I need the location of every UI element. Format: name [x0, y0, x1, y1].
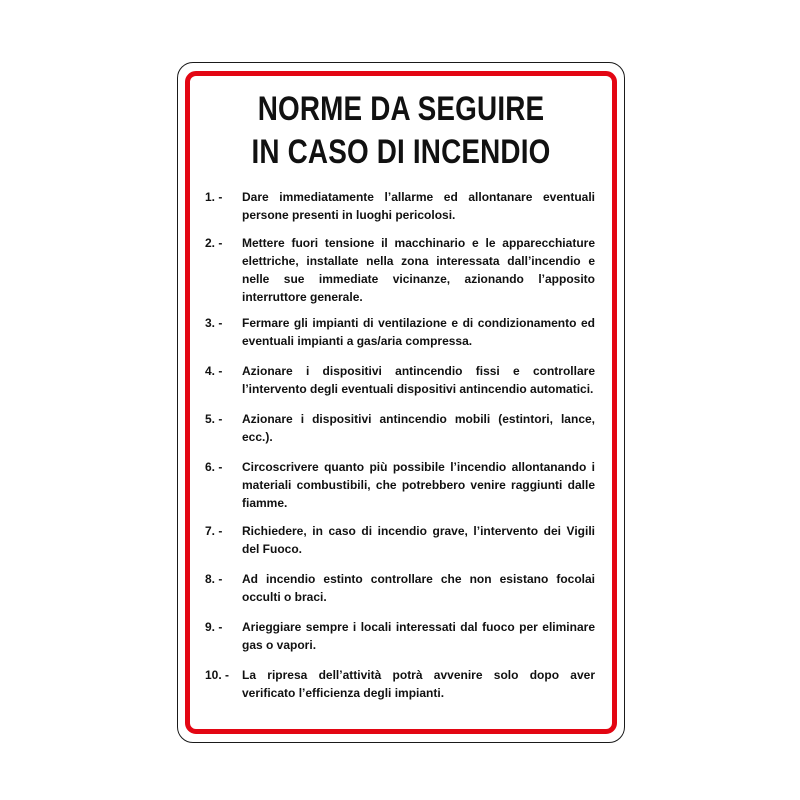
rule-number: 7. -: [205, 524, 223, 538]
rule-text: Fermare gli impianti di ventilazione e di condizionamento ed eventuali impianti a gas/aria compressa.: [242, 316, 595, 348]
rule-item: [205, 362, 595, 398]
rule-item: [205, 458, 595, 512]
rule-text: Ad incendio estinto controllare che non esistano focolai occulti o braci.: [242, 572, 595, 604]
rule-number: 5. -: [205, 412, 223, 426]
sign-title-line-1: NORME DA SEGUIRE: [257, 90, 545, 128]
rule-item: [205, 410, 595, 446]
rule-number: 8. -: [205, 572, 223, 586]
rule-item: [205, 666, 595, 702]
rule-text: Mettere fuori tensione il macchinario e le apparecchiature elettriche, installate nella zona interessata dall’incendio e nelle sue immediate vicinanze, azionando l’apposito interruttore generale.: [242, 236, 595, 304]
safety-sign: [177, 62, 625, 743]
rule-text: Dare immediatamente l’allarme ed allontanare eventuali persone presenti in luoghi pericolosi.: [242, 190, 595, 222]
rule-item: [205, 188, 595, 224]
rules-list: [205, 188, 595, 702]
rule-item: [205, 234, 595, 306]
rule-item: [205, 570, 595, 606]
rule-item: [205, 618, 595, 654]
rule-number: 4. -: [205, 364, 223, 378]
rule-text: La ripresa dell’attività potrà avvenire solo dopo aver verificato l’efficienza degli impianti.: [242, 668, 595, 700]
rule-number: 2. -: [205, 236, 223, 250]
rule-number: 6. -: [205, 460, 223, 474]
rule-item: [205, 314, 595, 350]
rule-number: 10. -: [205, 668, 230, 682]
sign-title: [218, 88, 584, 174]
rule-number: 1. -: [205, 190, 223, 204]
rule-item: [205, 522, 595, 558]
rule-number: 3. -: [205, 316, 223, 330]
sign-title-line-2: IN CASO DI INCENDIO: [251, 133, 551, 171]
rule-text: Azionare i dispositivi antincendio mobili (estintori, lance, ecc.).: [242, 412, 595, 444]
rule-text: Azionare i dispositivi antincendio fissi e controllare l’intervento degli eventuali dispositivi antincendio automatici.: [242, 364, 595, 396]
rule-text: Richiedere, in caso di incendio grave, l’intervento dei Vigili del Fuoco.: [242, 524, 595, 556]
rule-text: Circoscrivere quanto più possibile l’incendio allontanando i materiali combustibili, che potrebbero venire raggiunti dalle fiamme.: [242, 460, 595, 510]
rule-number: 9. -: [205, 620, 223, 634]
rule-text: Arieggiare sempre i locali interessati dal fuoco per eliminare gas o vapori.: [242, 620, 595, 652]
